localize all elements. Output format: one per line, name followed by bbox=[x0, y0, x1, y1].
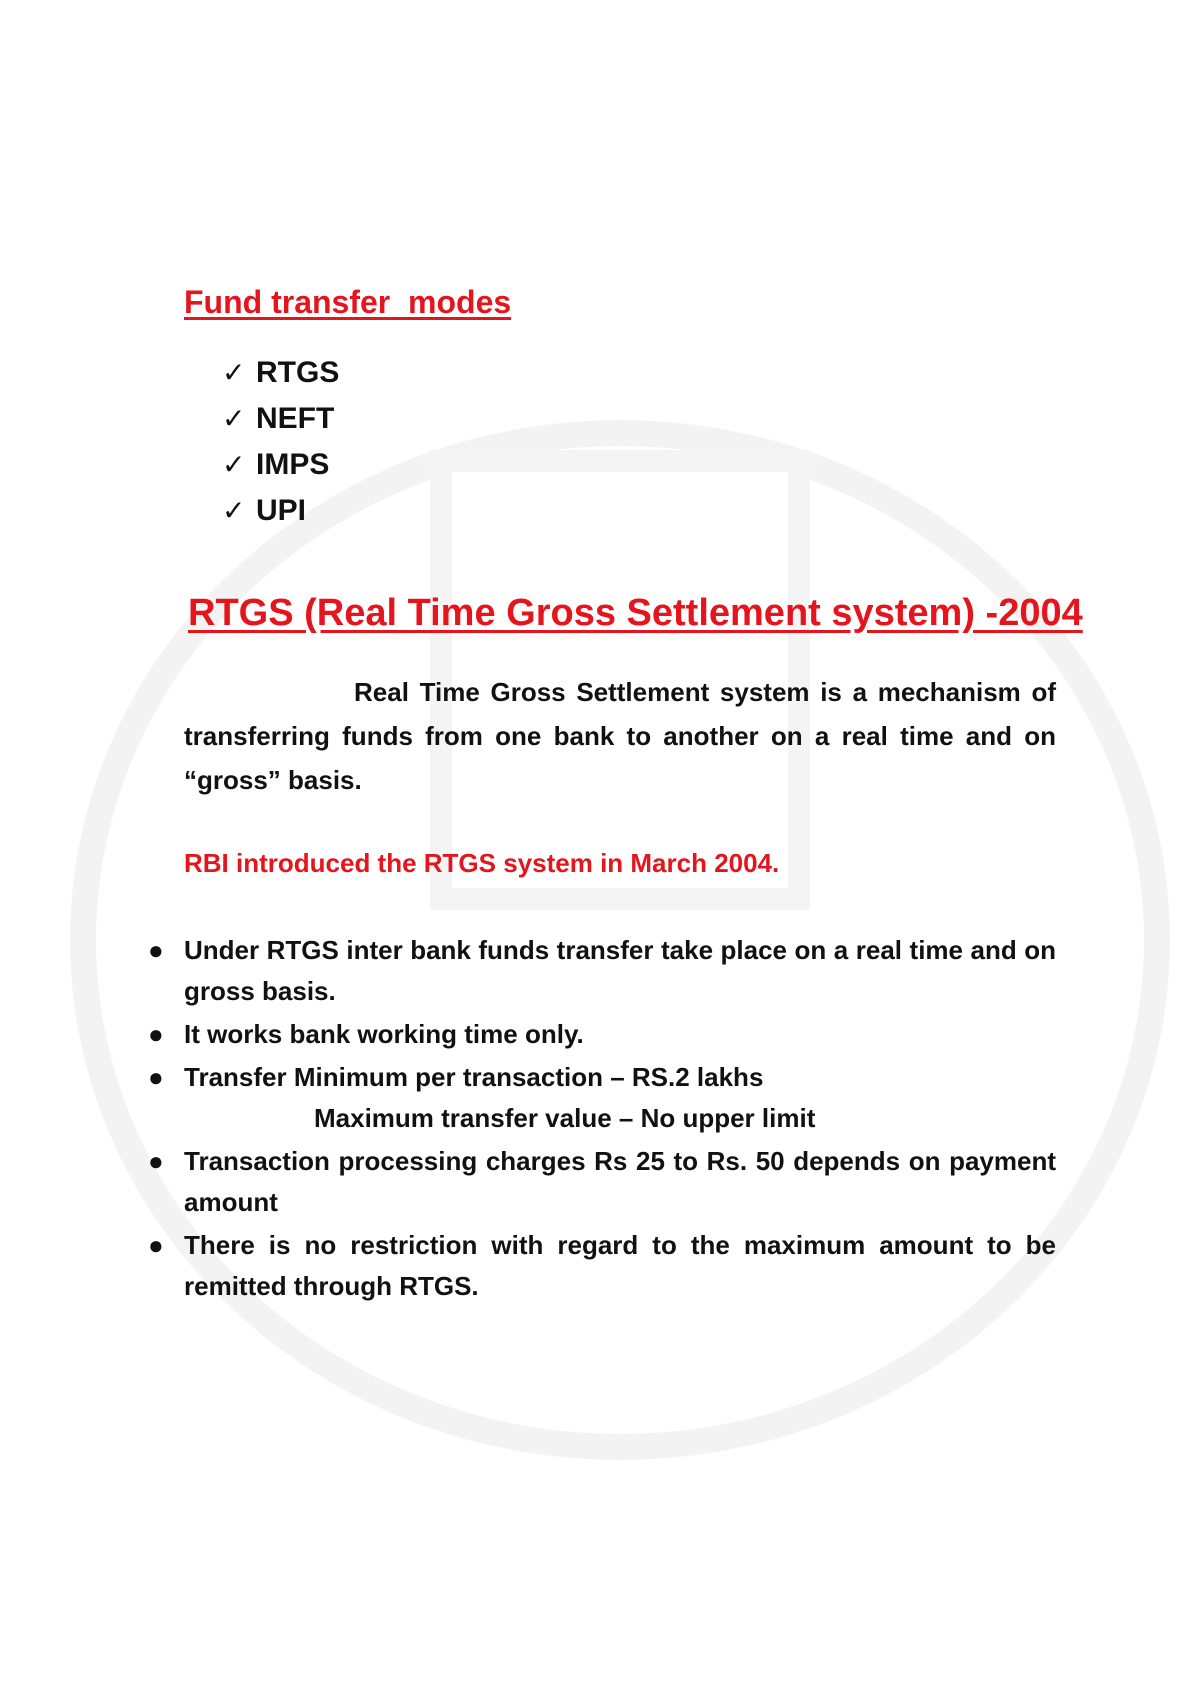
bullet-icon: ● bbox=[148, 1146, 164, 1176]
bullet-icon: ● bbox=[148, 1062, 164, 1092]
list-item bbox=[222, 442, 339, 488]
checkmark-icon: ✓ bbox=[222, 449, 246, 480]
bullet-icon: ● bbox=[148, 1230, 164, 1260]
list-item bbox=[222, 350, 339, 396]
rtgs-heading: RTGS (Real Time Gross Settlement system) -2004 bbox=[188, 592, 1083, 634]
point-text: There is no restriction with regard to the maximum amount to be remitted through RTGS. bbox=[184, 1230, 1056, 1301]
mode-label: IMPS bbox=[256, 448, 330, 481]
mode-label: RTGS bbox=[256, 356, 340, 389]
list-item bbox=[148, 1057, 1056, 1139]
point-text: Transfer Minimum per transaction – RS.2 lakhs bbox=[184, 1062, 764, 1092]
point-text: Under RTGS inter bank funds transfer take place on a real time and on gross basis. bbox=[184, 935, 1056, 1006]
point-text: It works bank working time only. bbox=[184, 1019, 584, 1049]
mode-label: UPI bbox=[256, 494, 307, 527]
list-item bbox=[222, 396, 339, 442]
checkmark-icon: ✓ bbox=[222, 495, 246, 526]
checkmark-icon: ✓ bbox=[222, 357, 246, 388]
rbi-note: RBI introduced the RTGS system in March 2004. bbox=[184, 848, 780, 878]
list-item bbox=[148, 930, 1056, 1012]
rtgs-intro: Real Time Gross Settlement system is a mechanism of transferring funds from one bank to another on a real time and on “gross” basis. bbox=[184, 677, 1056, 795]
fund-transfer-heading: Fund transfer modes bbox=[184, 284, 512, 320]
bullet-icon: ● bbox=[148, 935, 164, 965]
list-item bbox=[148, 1014, 1056, 1055]
checkmark-icon: ✓ bbox=[222, 403, 246, 434]
point-subtext: Maximum transfer value – No upper limit bbox=[314, 1103, 816, 1133]
point-text: Transaction processing charges Rs 25 to Rs. 50 depends on payment amount bbox=[184, 1146, 1056, 1217]
rtgs-points bbox=[148, 930, 1056, 1309]
bullet-icon: ● bbox=[148, 1019, 164, 1049]
list-item bbox=[148, 1141, 1056, 1223]
list-item bbox=[222, 488, 339, 534]
modes-list bbox=[222, 350, 339, 534]
mode-label: NEFT bbox=[256, 402, 335, 435]
list-item bbox=[148, 1225, 1056, 1307]
